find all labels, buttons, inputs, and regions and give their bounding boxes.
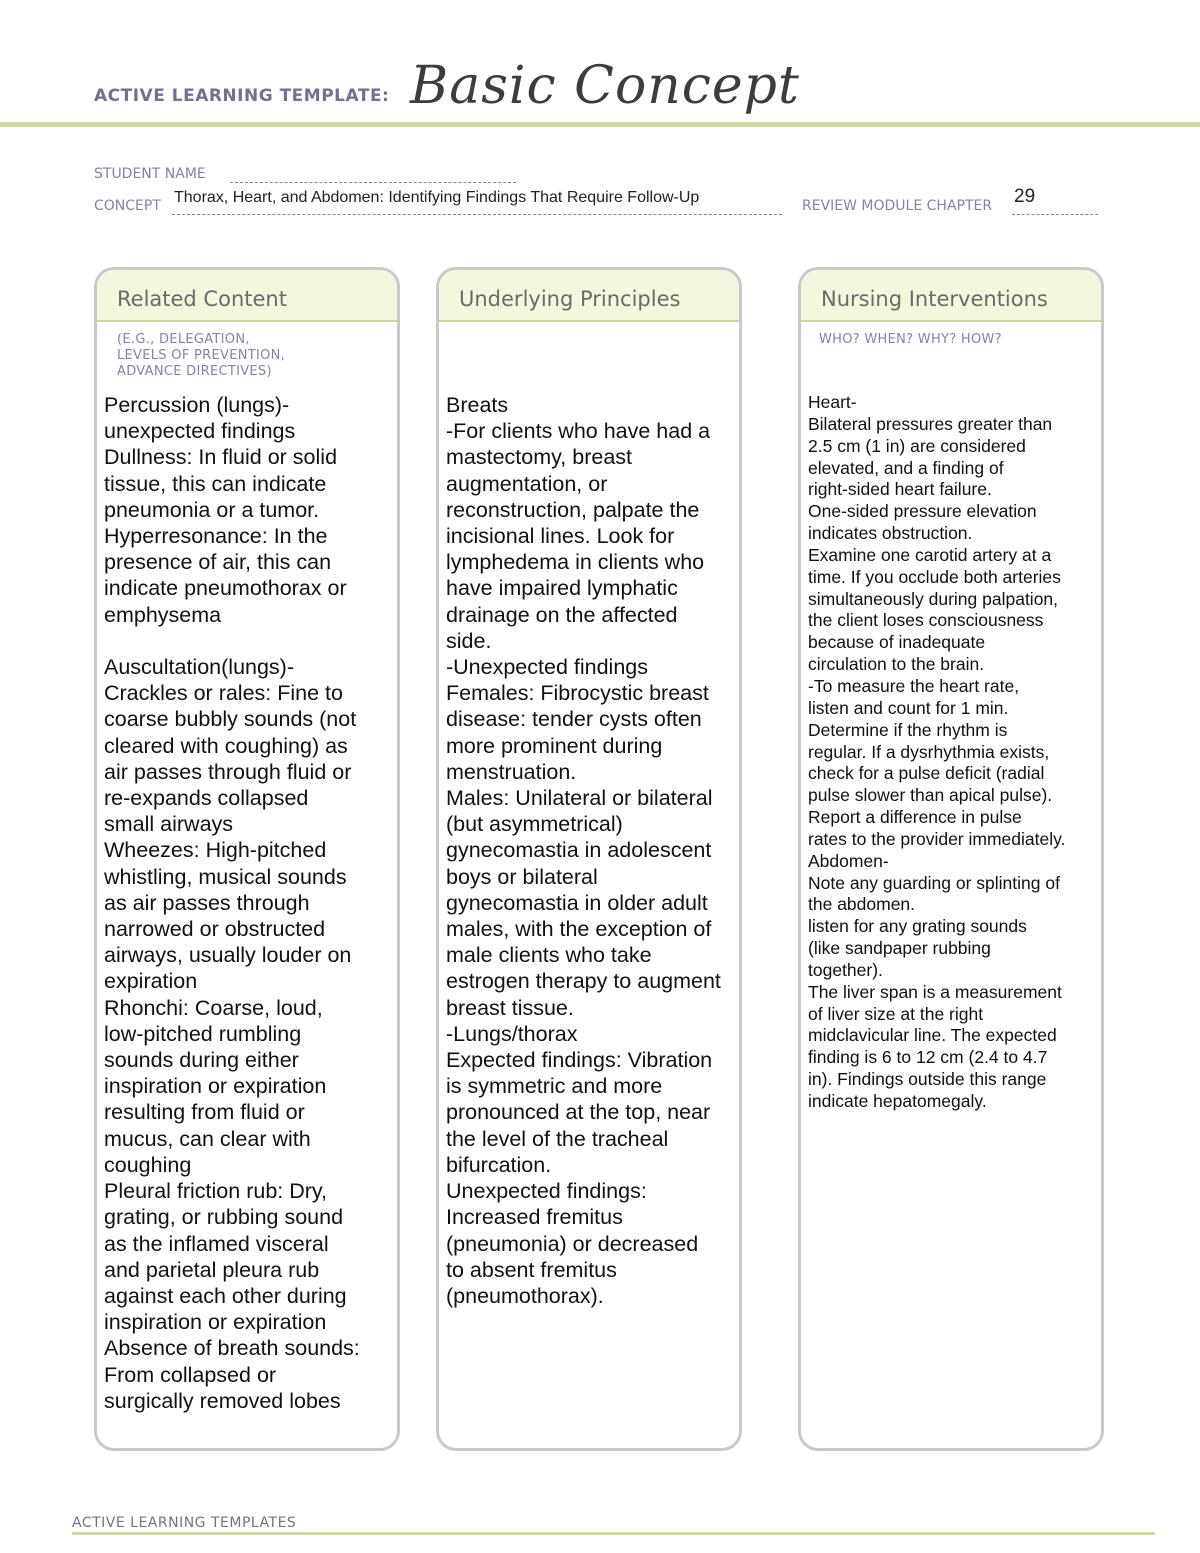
concept-label: CONCEPT [94, 198, 161, 214]
nursing-interventions-text[interactable]: Heart- Bilateral pressures greater than 2.5 cm (1 in) are considered elevated, and a finding of right-sided heart failure. One-sided pressure elevation indicates obstruction. Examine one carotid artery at a time. If you occlude both arteries simultaneously during palpation, the client loses consciousness because of inadequate circulation to the brain. -To measure the heart rate, listen and count for 1 min. Determine if the rhythm is regular. If a dysrhythmia exists, check for a pulse deficit (radial pulse slower than apical pulse). Report a difference in pulse rates to the provider immediately. Abdomen- Note any guarding or splinting of the abdomen. listen for any grating sounds (like sandpaper rubbing together). The liver span is a measurement of liver size at the right midclavicular line. The expected finding is 6 to 12 cm (2.4 to 4.7 in). Findings outside this range indicate hepatomegaly. [808, 392, 1066, 1111]
underlying-principles-text[interactable]: Breats -For clients who have had a mastectomy, breast augmentation, or reconstruction, palpate the incisional lines. Look for lymphedema in clients who have impaired lymphatic drainage on the affected side. -Unexpected findings Females: Fibrocystic breast disease: tender cysts often more prominent during menstruation. Males: Unilateral or bilateral (but asymmetrical) gynecomastia in adolescent boys or bilateral gynecomastia in older adult males, with the exception of male clients who take estrogen therapy to augment breast tissue. -Lungs/thorax Expected findings: Vibration is symmetric and more pronounced at the top, near the level of the tracheal bifurcation. Unexpected findings: Increased fremitus (pneumonia) or decreased to absent fremitus (pneumothorax). [446, 393, 721, 1308]
nursing-interventions-title: Nursing Interventions [801, 270, 1101, 322]
concept-line [172, 214, 782, 215]
template-label: ACTIVE LEARNING TEMPLATE: [94, 86, 390, 106]
concept-field[interactable]: Thorax, Heart, and Abdomen: Identifying Findings That Require Follow-Up [174, 189, 700, 206]
related-content-subtitle: (E.G., DELEGATION, LEVELS OF PREVENTION, ADVANCE DIRECTIVES) [117, 332, 286, 379]
related-content-title: Related Content [97, 270, 397, 322]
student-name-line [230, 182, 516, 183]
underlying-principles-box [436, 267, 742, 1451]
header-divider [0, 122, 1200, 127]
template-title: Basic Concept [410, 56, 800, 116]
related-content-box [94, 267, 400, 1451]
footer-divider [72, 1532, 1155, 1535]
student-name-label: STUDENT NAME [94, 166, 206, 182]
chapter-label: REVIEW MODULE CHAPTER [802, 198, 993, 214]
nursing-interventions-box [798, 267, 1104, 1451]
chapter-line [1012, 214, 1098, 215]
footer-label: ACTIVE LEARNING TEMPLATES [72, 1515, 297, 1531]
underlying-principles-title: Underlying Principles [439, 270, 739, 322]
related-content-text[interactable]: Percussion (lungs)- unexpected findings Dullness: In fluid or solid tissue, this can indicate pneumonia or a tumor. Hyperresonance: In the presence of air, this can indicate pneumothorax or emphysema Auscultation(lungs)- Crackles or rales: Fine to coarse bubbly sounds (not cleared with coughing) as air passes through fluid or re-expands collapsed small airways Wheezes: High-pitched whistling, musical sounds as air passes through narrowed or obstructed airways, usually louder on expiration Rhonchi: Coarse, loud, low-pitched rumbling sounds during either inspiration or expiration resulting from fluid or mucus, can clear with coughing Pleural friction rub: Dry, grating, or rubbing sound as the inflamed visceral and parietal pleura rub against each other during inspiration or expiration Absence of breath sounds: From collapsed or surgically removed lobes [104, 393, 360, 1413]
nursing-interventions-subtitle: WHO? WHEN? WHY? HOW? [819, 332, 1002, 347]
chapter-field[interactable]: 29 [1014, 186, 1036, 207]
